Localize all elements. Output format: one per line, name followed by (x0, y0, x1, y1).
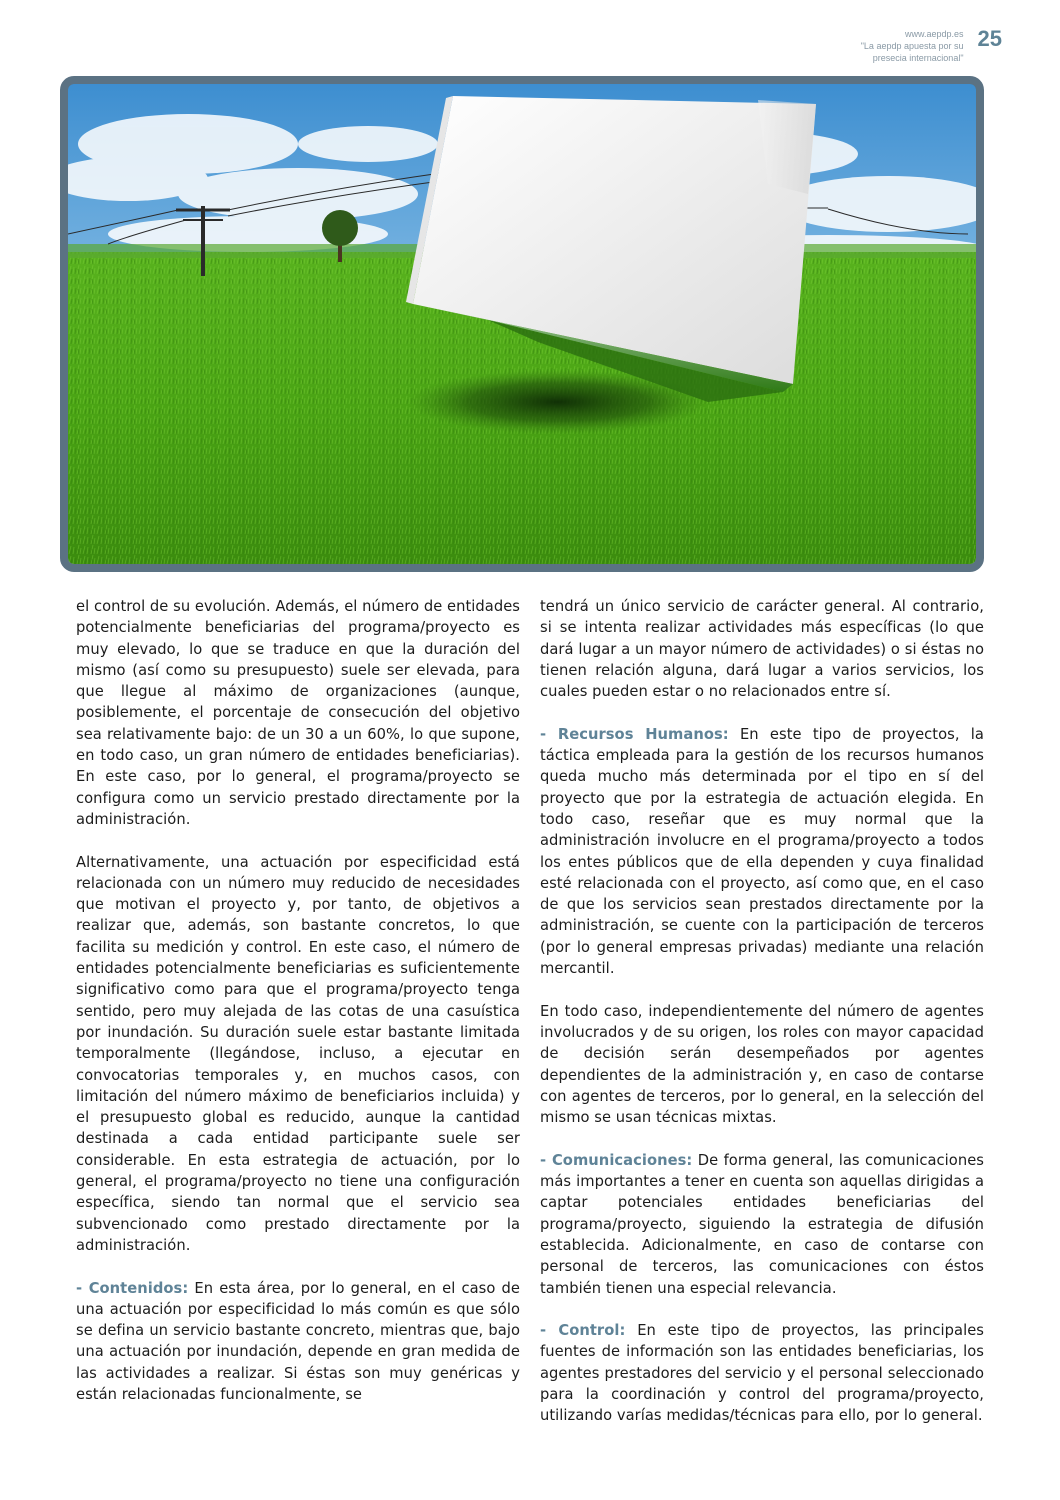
header-website[interactable]: www.aepdp.es (904, 29, 964, 39)
paragraph-recursos-humanos (540, 724, 984, 980)
article-column-left (76, 596, 520, 1427)
paragraph-body: En este tipo de proyectos, las principales fuentes de información son las entidades beneficiarias, los agentes prestadores del servicio y el personal seleccionado para la coordinación y control del programa/proyecto, utilizando varías medidas/técnicas para ello, por lo general. (540, 1322, 984, 1425)
header-tagline-line1: "La aepdp apuesta por su (860, 41, 964, 51)
header-tagline-line2: presecia internacional" (872, 53, 964, 63)
paragraph: Alternativamente, una actuación por especificidad está relacionada con un número muy reducido de necesidades que motivan el proyecto y, por tanto, de objetivos a realizar que, además, son bastante concretos, lo que facilita su medición y control. En este caso, el número de entidades potencialmente beneficiarias es suficientemente significativo como para que el programa/proyecto tenga sentido, pero muy alejada de las cotas de una casuística por inundación. Su duración suele estar bastante limitada temporalmente (llegándose, incluso, a ejecutar en convocatorias temporales y, en muchos casos, con limitación del número máximo de beneficiarios incluida) y el presupuesto global es reducido, aunque la cantidad destinada a cada entidad participante suele ser considerable. En esta estrategia de actuación, por lo general, el programa/proyecto no tiene una configuración específica, siendo tan normal que el servicio sea subvencionado como prestado directamente por la administración. (76, 853, 520, 1254)
section-lead-contenidos: - Contenidos: (76, 1279, 189, 1297)
meadow-cube-illustration (68, 84, 976, 564)
page-header (861, 26, 1002, 64)
header-text (861, 28, 964, 64)
paragraph-body: De forma general, las comunicaciones más importantes a tener en cuenta son aquellas dirigidas a captar potenciales entidades beneficiarias del programa/proyecto, siguiendo la estrategia de difusión establecida. Adicionalmente, en caso de contarse con personal de terceros, las comunicaciones con éstos también tienen una especial relevancia. (540, 1151, 984, 1297)
article-column-right (540, 596, 984, 1448)
section-lead-comunicaciones: - Comunicaciones: (540, 1151, 693, 1169)
section-lead-control: - Control: (540, 1322, 626, 1340)
paragraph: el control de su evolución. Además, el número de entidades potencialmente beneficiarias del programa/proyecto es muy elevado, lo que se traduce en que la duración del mismo (así como su presupuesto) suele ser elevada, para que llegue al máximo de organizaciones (aunque, posiblemente, el porcentaje de consecución del objetivo sea relativamente bajo: de un 30 a un 60%, lo que supone, en todo caso, un gran número de entidades beneficiarias). En este caso, por lo general, el programa/proyecto se configura como un servicio prestado directamente por la administración. (76, 598, 520, 828)
paragraph-comunicaciones (540, 1150, 984, 1299)
paragraph-control (540, 1320, 984, 1426)
hero-image (60, 76, 984, 572)
paragraph-contenidos (76, 1278, 520, 1406)
paragraph-body: En este tipo de proyectos, la táctica empleada para la gestión de los recursos humanos queda mucho más determinada por el tipo en sí del proyecto que por la estrategia de actuación elegida. En todo caso, reseñar que es muy normal que la administración involucre en el programa/proyecto a todos los entes públicos que de ella dependen y cuya finalidad esté relacionada con el proyecto, así como que, en el caso de que los servicios sean prestados directamente por la administración, se cuente con la participación de terceros (por lo general empresas privadas) mediante una relación mercantil. (540, 725, 984, 978)
paragraph-body: En esta área, por lo general, en el caso de una actuación por especificidad lo más común es que sólo se defina un servicio bastante concreto, mientras que, bajo una actuación por inundación, depende en gran medida de las actividades a realizar. Si éstas son muy genéricas y están relacionadas funcionalmente, se (76, 1279, 520, 1403)
page-number: 25 (977, 26, 1002, 51)
paragraph: En todo caso, independientemente del número de agentes involucrados y de su origen, los roles con mayor capacidad de decisión serán desempeñados por agentes dependientes de la administración y, en caso de contarse con agentes de terceros, por lo general, en la selección del mismo se usan técnicas mixtas. (540, 1002, 984, 1127)
section-lead-recursos-humanos: - Recursos Humanos: (540, 725, 729, 743)
paragraph: tendrá un único servicio de carácter general. Al contrario, si se intenta realizar actividades más específicas (lo que dará lugar a un mayor número de actividades) o si éstas no tienen relación alguna, dará lugar a varios servicios, los cuales pueden estar o no relacionados entre sí. (540, 598, 984, 701)
